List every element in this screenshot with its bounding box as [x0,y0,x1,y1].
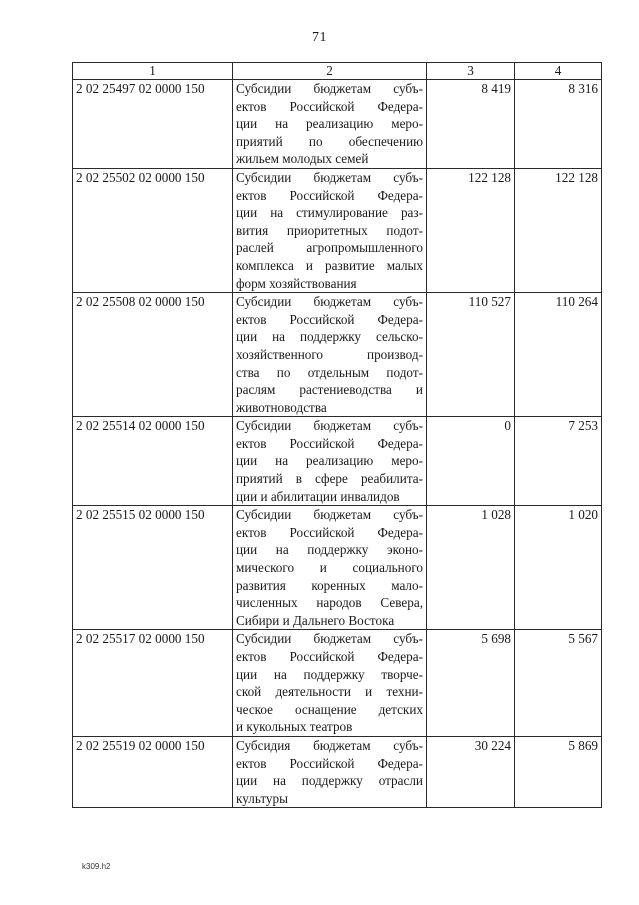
amount-column-3-cell: 5 698 [427,630,515,737]
amount-column-4-cell: 7 253 [515,417,602,506]
description-line: численных народов Севера, [236,595,423,611]
column-header-2: 2 [233,63,427,80]
description-line: ции на поддержку эконо- [236,542,423,558]
description-cell [233,417,427,506]
description-cell [233,506,427,630]
header-row [73,63,602,80]
budget-code-cell: 2 02 25515 02 0000 150 [73,506,233,630]
amount-column-4-cell: 1 020 [515,506,602,630]
table-row [73,630,602,737]
description-line: мического и социального [236,560,423,576]
budget-code-cell: 2 02 25497 02 0000 150 [73,80,233,169]
description-line: форм хозяйствования [236,275,357,291]
amount-column-3-cell: 110 527 [427,293,515,417]
description-line: ции на реализацию меро- [236,453,423,469]
table-row [73,506,602,630]
description-line: Субсидии бюджетам субъ- [236,507,423,523]
amount-column-4-cell: 5 567 [515,630,602,737]
table-body [73,80,602,808]
description-line: Сибири и Дальнего Востока [236,612,395,628]
column-header-3: 3 [427,63,515,80]
amount-column-3-cell: 8 419 [427,80,515,169]
description-cell [233,736,427,807]
budget-code-cell: 2 02 25502 02 0000 150 [73,168,233,292]
description-cell [233,293,427,417]
description-line: ции на поддержку отрасли [236,773,423,789]
description-line: Субсидии бюджетам субъ- [236,294,423,310]
description-line: Субсидии бюджетам субъ- [236,418,423,434]
description-cell [233,168,427,292]
description-line: комплекса и развитие малых [236,257,423,273]
description-line: ции на реализацию меро- [236,116,423,132]
description-line: приятий в сфере реабилита- [236,471,423,487]
table-row [73,80,602,169]
description-line: Субсидии бюджетам субъ- [236,81,423,96]
description-line: раслей агропромышленного [236,240,423,256]
description-line: Субсидия бюджетам субъ- [236,737,423,753]
description-line: раслям растениеводства и [236,382,423,398]
description-line: ектов Российской Федера- [236,649,423,664]
amount-column-3-cell: 122 128 [427,168,515,292]
description-line: ции на поддержку сельско- [236,329,423,345]
description-line: ектов Российской Федера- [236,187,423,203]
table-header [73,63,602,80]
table-row [73,293,602,417]
description-line: жильем молодых семей [236,151,369,167]
description-line: ектов Российской Федера- [236,524,423,540]
table-row [73,736,602,807]
description-line: ства по отдельным подот- [236,364,423,380]
description-line: ции на стимулирование раз- [236,205,423,221]
description-line: Субсидии бюджетам субъ- [236,631,423,647]
column-header-4: 4 [515,63,602,80]
description-line: приятий по обеспечению [236,133,423,149]
description-line: животноводства [236,399,327,415]
description-line: ектов Российской Федера- [236,435,423,451]
budget-code-cell: 2 02 25519 02 0000 150 [73,736,233,807]
description-line: Субсидии бюджетам субъ- [236,169,423,185]
document-footer-code: k309.h2 [82,862,111,871]
description-cell [233,630,427,737]
amount-column-4-cell: 122 128 [515,168,602,292]
column-header-1: 1 [73,63,233,80]
amount-column-3-cell: 1 028 [427,506,515,630]
budget-code-cell: 2 02 25514 02 0000 150 [73,417,233,506]
description-line: развития коренных мало- [236,577,423,593]
description-line: хозяйственного производ- [236,346,423,362]
amount-column-4-cell: 8 316 [515,80,602,169]
description-line: ектов Российской Федера- [236,98,423,114]
amount-column-3-cell: 30 224 [427,736,515,807]
budget-code-cell: 2 02 25508 02 0000 150 [73,293,233,417]
description-line: вития приоритетных подот- [236,222,423,238]
description-line: ектов Российской Федера- [236,311,423,327]
description-line: культуры [236,790,288,806]
description-line: ской деятельности и техни- [236,684,423,700]
page-number: 71 [312,30,327,45]
table-row [73,417,602,506]
amount-column-3-cell: 0 [427,417,515,506]
budget-code-cell: 2 02 25517 02 0000 150 [73,630,233,737]
amount-column-4-cell: 110 264 [515,293,602,417]
description-line: ции и абилитации инвалидов [236,488,400,504]
description-cell [233,80,427,169]
description-line: и кукольных театров [236,719,353,735]
description-line: ции на поддержку творче- [236,666,423,682]
description-line: ческое оснащение детских [236,701,423,717]
table-row [73,168,602,292]
description-line: ектов Российской Федера- [236,755,423,771]
budget-table [72,62,602,808]
amount-column-4-cell: 5 869 [515,736,602,807]
